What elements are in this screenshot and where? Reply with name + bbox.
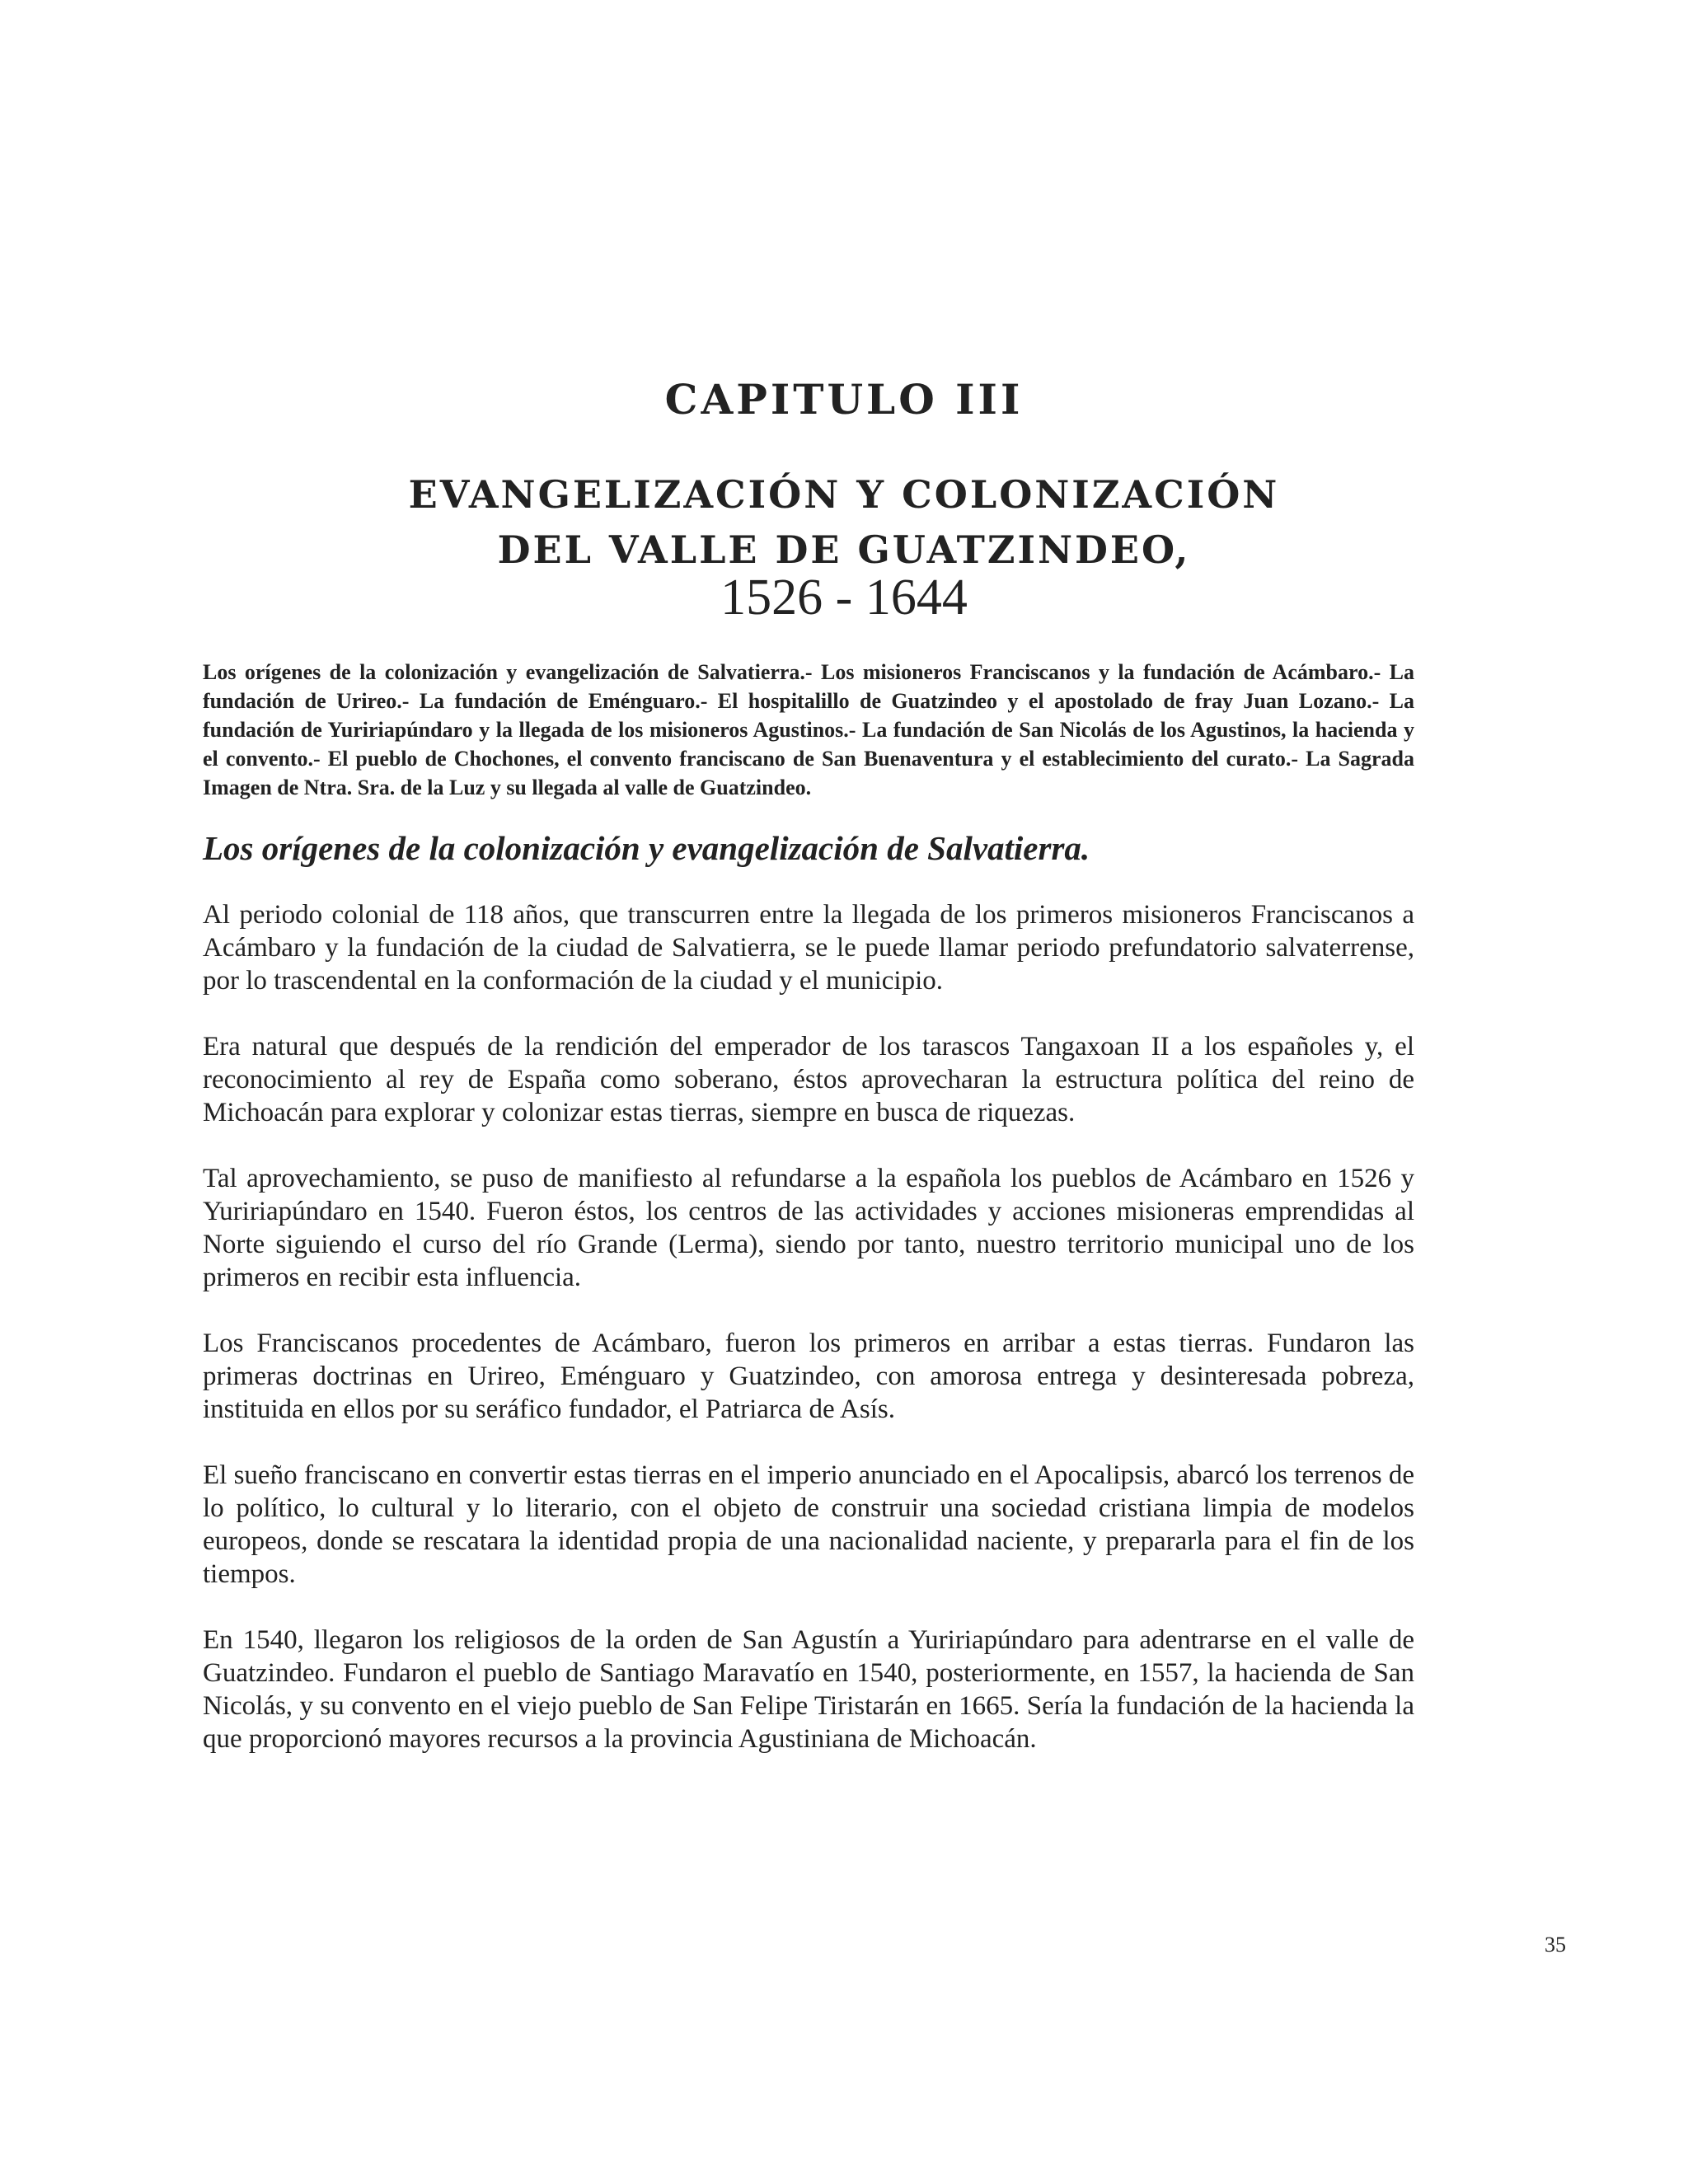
body-text <box>203 898 1414 1788</box>
chapter-title-line-2: DEL VALLE DE GUATZINDEO, <box>497 527 1191 572</box>
paragraph: Era natural que después de la rendición del emperador de los tarascos Tangaxoan II a los españoles y, el reconocimiento al rey de España como soberano, éstos aprovecharan la estructura política del reino de Michoacán para explorar y colonizar estas tierras, siempre en busca de riquezas. <box>203 1032 1414 1127</box>
paragraph: Al periodo colonial de 118 años, que transcurren entre la llegada de los primeros misioneros Franciscanos a Acámbaro y la fundación de la ciudad de Salvatierra, se le puede llamar periodo prefundatorio salvaterrense, por lo trascendental en la conformación de la ciudad y el municipio. <box>203 900 1414 996</box>
paragraph: Tal aprovechamiento, se puso de manifiesto al refundarse a la española los pueblos de Acámbaro en 1526 y Yuririapúndaro en 1540. Fueron éstos, los centros de las actividades y acciones misioneras emprendidas al Norte siguiendo el curso del río Grande (Lerma), siendo por tanto, nuestro territorio municipal uno de los primeros en recibir esta influencia. <box>203 1164 1414 1292</box>
chapter-label: CAPITULO III <box>664 375 1024 424</box>
page-number: 35 <box>1545 1933 1566 1957</box>
section-heading: Los orígenes de la colonización y evangelización de Salvatierra. <box>203 829 1090 867</box>
paragraph: El sueño franciscano en convertir estas tierras en el imperio anunciado en el Apocalipsis, abarcó los terrenos de lo político, lo cultural y lo literario, con el objeto de construir una sociedad cristiana limpia de modelos europeos, donde se rescatara la identidad propia de una nacionalidad naciente, y prepararla para el fin de los tiempos. <box>203 1460 1414 1589</box>
paragraph: En 1540, llegaron los religiosos de la orden de San Agustín a Yuririapúndaro para adentrarse en el valle de Guatzindeo. Fundaron el pueblo de Santiago Maravatío en 1540, posteriormente, en 1557, la hacienda de San Nicolás, y su convento en el viejo pueblo de San Felipe Tiristarán en 1665. Sería la fundación de la hacienda la que proporcionó mayores recursos a la provincia Agustiniana de Michoacán. <box>203 1625 1414 1754</box>
chapter-years: 1526 - 1644 <box>720 569 968 626</box>
paragraph: Los Franciscanos procedentes de Acámbaro, fueron los primeros en arribar a estas tierras. Fundaron las primeras doctrinas en Urireo, Eménguaro y Guatzindeo, con amorosa entrega y desinteresada pobreza, instituida en ellos por su seráfico fundador, el Patriarca de Asís. <box>203 1329 1414 1424</box>
chapter-summary: Los orígenes de la colonización y evangelización de Salvatierra.- Los misioneros Franciscanos y la fundación de Acámbaro.- La fundación de Urireo.- La fundación de Eménguaro.- El hospitalillo de Guatzindeo y el apostolado de fray Juan Lozano.- La fundación de Yuririapúndaro y la llegada de los misioneros Agustinos.- La fundación de San Nicolás de los Agustinos, la hacienda y el convento.- El pueblo de Chochones, el convento franciscano de San Buenaventura y el establecimiento del curato.- La Sagrada Imagen de Ntra. Sra. de la Luz y su llegada al valle de Guatzindeo. <box>203 660 1414 799</box>
chapter-title-line-1: EVANGELIZACIÓN Y COLONIZACIÓN <box>408 472 1280 517</box>
